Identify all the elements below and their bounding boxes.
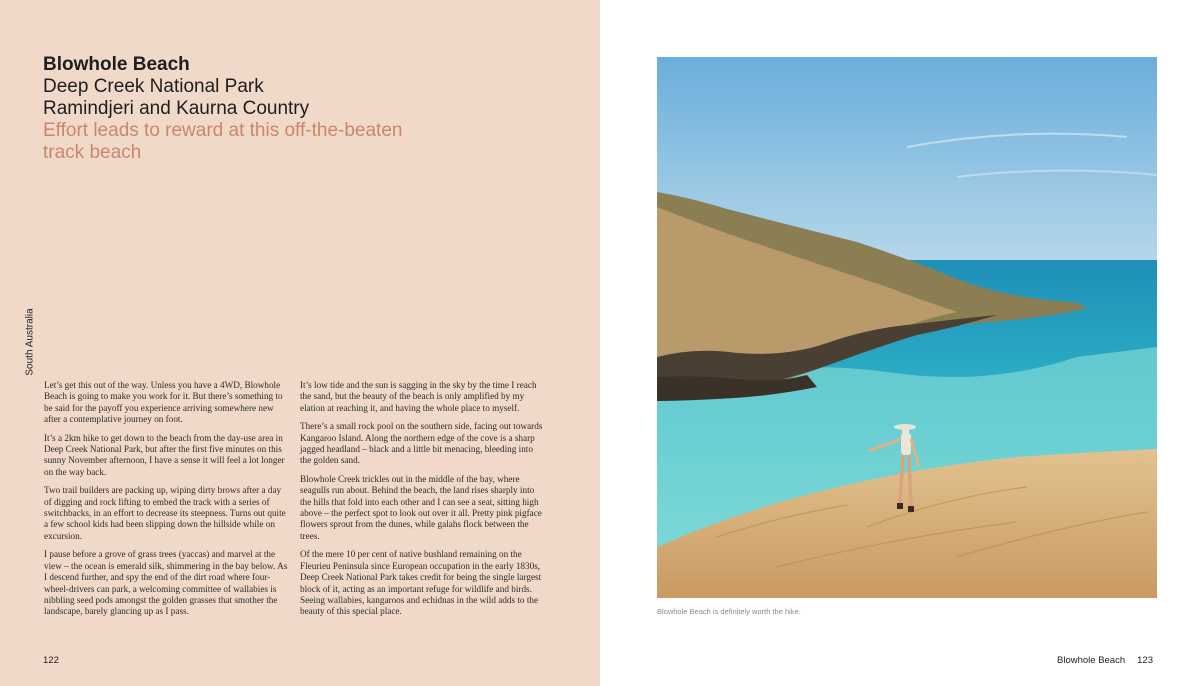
body-column-right: [300, 380, 544, 625]
paragraph: It’s a 2km hike to get down to the beach from the day-use area in Deep Creek National Park, but after the first five minutes on this sunny November afternoon, I have a sense it will feel a lot longer on the way back.: [44, 432, 285, 477]
page-title: Blowhole Beach: [43, 54, 190, 75]
tagline-line-2: track beach: [43, 142, 142, 163]
photo-caption: Blowhole Beach is definitely worth the hike.: [657, 607, 801, 616]
paragraph: Let’s get this out of the way. Unless you have a 4WD, Blowhole Beach is going to make you work for it. But there’s something to be said for the payoff you experience arriving somewhere new after a contemplative journey on foot.: [44, 380, 283, 425]
park-name: Deep Creek National Park: [43, 76, 264, 97]
tagline-line-1: Effort leads to reward at this off-the-beaten: [43, 120, 403, 141]
country-name: Ramindjeri and Kaurna Country: [43, 98, 310, 119]
heading-block: [43, 54, 483, 164]
page-number-right: 123: [1137, 655, 1153, 666]
paragraph: It’s low tide and the sun is sagging in the sky by the time I reach the sand, but the beauty of the beach is only amplified by my elation at reaching it, and having the whole place to myself.: [300, 380, 537, 413]
paragraph: Blowhole Creek trickles out in the middle of the bay, where seagulls run about. Behind the beach, the land rises sharply into the hills that fold into each other and I can see a seat, sitting high above – the perfect spot to look out over it all. Pretty pink pigface flowers sprout from the dunes, while galahs flock between the trees.: [300, 473, 542, 541]
coastal-photo: [657, 57, 1157, 598]
running-head: Blowhole Beach: [1057, 655, 1126, 666]
paragraph: I pause before a grove of grass trees (yaccas) and marvel at the view – the ocean is emerald silk, shimmering in the bay below. As I descend further, and spy the end of the dirt road where four-wheel-drivers can park, a welcoming committee of wallabies is nibbling seed pods amongst the golden grasses that smother the landscape, barely glancing up as I pass.: [44, 549, 288, 617]
body-column-left: [44, 380, 288, 625]
section-side-label: South Australia: [24, 308, 36, 376]
paragraph: Of the mere 10 per cent of native bushland remaining on the Fleurieu Peninsula since European occupation in the early 1830s, Deep Creek National Park takes credit for being the single largest block of it, acting as an important refuge for wildlife and birds. Seeing wallabies, kangaroos and echidnas in the wild adds to the beauty of this special place.: [300, 549, 542, 617]
paragraph: There’s a small rock pool on the southern side, facing out towards Kangaroo Island. Along the northern edge of the cove is a sharp jagged headland – black and a little bit menacing, bleeding into the golden sand.: [300, 421, 543, 466]
coastal-photo-illustration: [657, 57, 1157, 598]
page-number-left: 122: [43, 655, 59, 666]
folio-right: [1057, 655, 1153, 666]
paragraph: Two trail builders are packing up, wiping dirty brows after a day of digging and rock lifting to embed the track with a series of switchbacks, in an effort to decrease its steepness. Turns out quite a few school kids had been slipping down the hillside while on excursion.: [44, 485, 286, 541]
